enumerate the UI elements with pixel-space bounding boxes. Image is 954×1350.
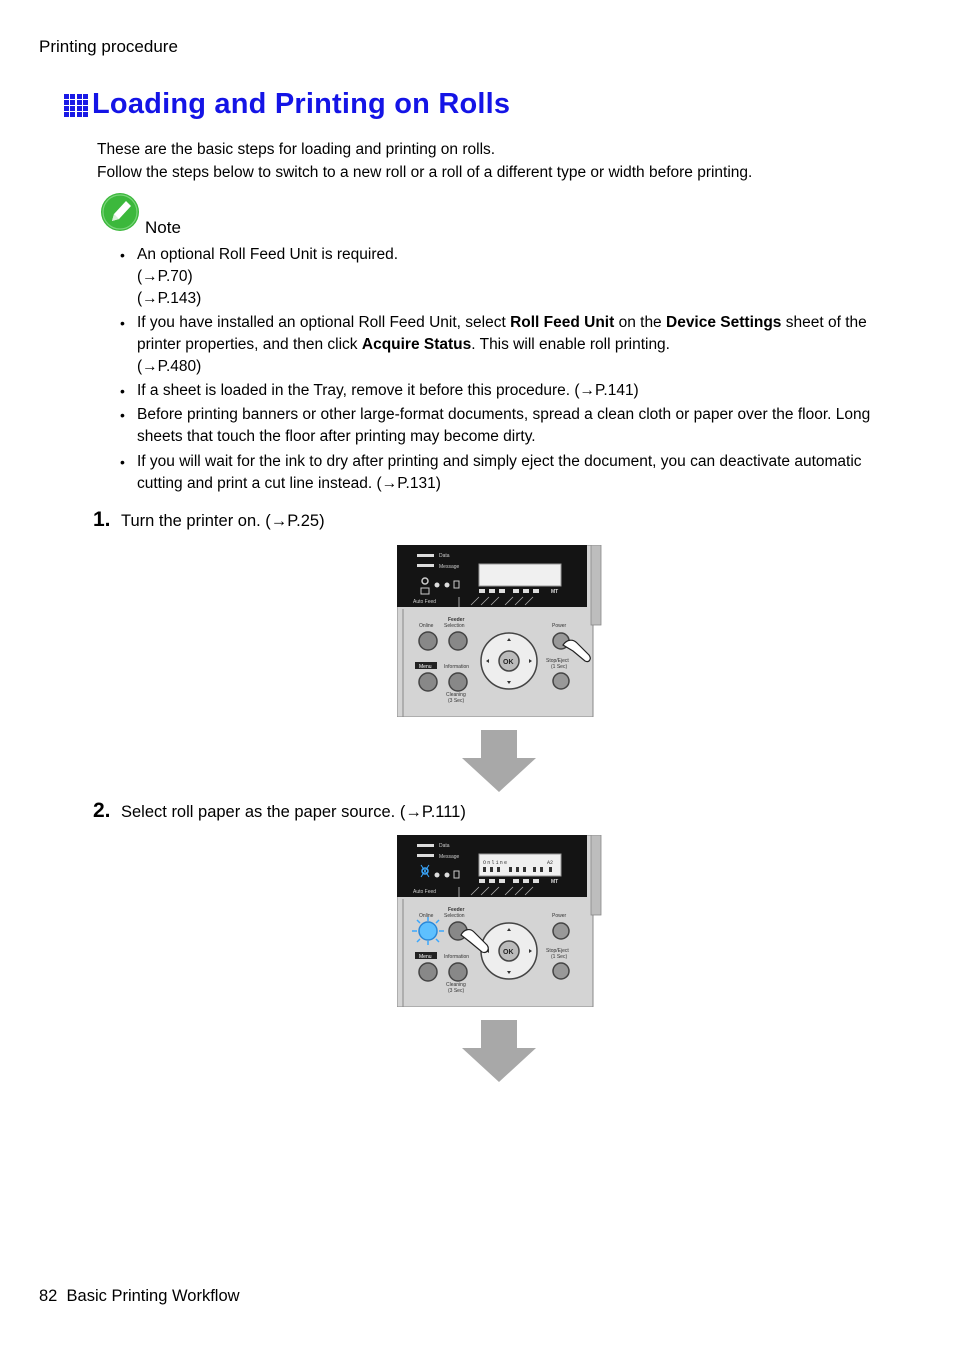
intro-text: [97, 138, 752, 184]
list-item: • If a sheet is loaded in the Tray, remove it before this procedure. (→P.141): [120, 380, 890, 402]
bullet-text: Before printing banners or other large-format documents, spread a clean cloth or paper over the floor. Long sheets that touch the floor after printing may become dirty.: [137, 406, 871, 445]
page-ref-link[interactable]: (→P.480): [137, 357, 202, 375]
auto-feed-label: Auto Feed: [413, 599, 437, 605]
bullet-text: An optional Roll Feed Unit is required.: [137, 246, 399, 263]
cleaning-label: Cleaning: [446, 692, 466, 698]
down-arrow-icon: [462, 730, 536, 792]
running-header: Printing procedure: [39, 37, 178, 56]
control-panel-illustration-2: [397, 835, 603, 1007]
lcd-status-text: Online: [483, 860, 509, 866]
power-button[interactable]: [553, 923, 569, 939]
mt-label: MT: [551, 589, 559, 595]
list-item: • Before printing banners or other large-format documents, spread a clean cloth or paper over the floor. Long sheets that touch the floor after printing may become dirty.: [120, 404, 890, 448]
menu-label: Menu: [419, 664, 432, 670]
control-panel-illustration-1: [397, 545, 603, 717]
stop-eject-duration-label: (1 Sec): [551, 664, 568, 670]
step-text: Select roll paper as the paper source. (→P.111): [121, 803, 466, 821]
note-pencil-icon: [100, 192, 140, 232]
power-label: Power: [552, 913, 567, 919]
step-number: 2.: [93, 799, 111, 822]
step-1: [93, 508, 325, 532]
list-item: • An optional Roll Feed Unit is required. (→P.70) (→P.143): [120, 244, 890, 309]
bullet-strong: Roll Feed Unit: [510, 313, 615, 331]
cleaning-duration-label: (3 Sec): [448, 698, 465, 704]
note-bullet-list: [120, 244, 890, 497]
information-label: Information: [444, 954, 470, 960]
cleaning-label: Cleaning: [446, 982, 466, 988]
bullet-text: on the: [614, 313, 666, 331]
menu-label: Menu: [419, 954, 432, 960]
stop-eject-duration-label: (1 Sec): [551, 954, 568, 960]
power-label: Power: [552, 623, 567, 629]
auto-feed-label: Auto Feed: [413, 889, 437, 895]
down-arrow-icon: [462, 1020, 536, 1082]
data-label: Data: [439, 843, 450, 849]
note-label: Note: [145, 218, 181, 237]
feeder-label: Feeder: [448, 907, 465, 913]
intro-line: These are the basic steps for loading and printing on rolls.: [97, 141, 496, 158]
information-label: Information: [444, 664, 470, 670]
step-text: Turn the printer on. (→P.25): [121, 512, 325, 530]
page-ref-link[interactable]: (→P.143): [137, 289, 202, 307]
grid-icon: [64, 94, 88, 118]
information-button[interactable]: [449, 963, 467, 981]
stop-eject-label: Stop/Eject: [546, 658, 569, 664]
step-2: [93, 799, 466, 823]
data-label: Data: [439, 553, 450, 559]
footer-section: Basic Printing Workflow: [66, 1287, 240, 1305]
online-label: Online: [419, 623, 434, 629]
stop-eject-label: Stop/Eject: [546, 948, 569, 954]
page-title: Loading and Printing on Rolls: [92, 88, 511, 120]
bullet-text: If you will wait for the ink to dry after printing and simply eject the document, you can deactivate automatic cutting and print a cut line instead. (→P.131): [137, 452, 862, 492]
information-button[interactable]: [449, 673, 467, 691]
list-item: • If you will wait for the ink to dry after printing and simply eject the document, you can deactivate automatic cutting and print a cut line instead. (→P.131): [120, 451, 890, 495]
stop-eject-button[interactable]: [553, 673, 569, 689]
bullet-text: sheet of the printer properties, and then click: [137, 313, 867, 353]
online-button[interactable]: [419, 922, 437, 940]
mt-label: MT: [551, 879, 559, 885]
page-number: 82: [39, 1287, 58, 1305]
bullet-strong: Acquire Status: [361, 335, 472, 353]
lcd-display: [479, 564, 561, 586]
feeder-label: Feeder: [448, 617, 465, 623]
menu-button[interactable]: [419, 963, 437, 981]
stop-eject-button[interactable]: [553, 963, 569, 979]
bullet-text: If a sheet is loaded in the Tray, remove it before this procedure. (→P.141): [137, 381, 639, 399]
online-button[interactable]: [419, 632, 437, 650]
ok-label: OK: [503, 659, 514, 666]
lcd-size-text: A2: [547, 860, 554, 866]
feeder-selection-button[interactable]: [449, 632, 467, 650]
message-label: Message: [439, 564, 460, 570]
selection-label: Selection: [444, 913, 465, 919]
page-ref-link[interactable]: (→P.70): [137, 268, 193, 285]
selection-label: Selection: [444, 623, 465, 629]
online-label: Online: [419, 913, 434, 919]
intro-line: Follow the steps below to switch to a new roll or a roll of a different type or width before printing.: [97, 164, 753, 181]
menu-button[interactable]: [419, 673, 437, 691]
bullet-text: If you have installed an optional Roll Feed Unit, select: [137, 313, 511, 331]
bullet-text: . This will enable roll printing.: [471, 335, 670, 353]
page-title-block: [64, 88, 510, 121]
ok-label: OK: [503, 949, 514, 956]
cleaning-duration-label: (3 Sec): [448, 988, 465, 994]
page-footer: [39, 1287, 240, 1306]
message-label: Message: [439, 854, 460, 860]
bullet-strong: Device Settings: [666, 313, 782, 331]
list-item: • If you have installed an optional Roll Feed Unit, select Roll Feed Unit on the Device Settings sheet of the printer properties, and then click Acquire Status. This will enable roll printing. (→P.480): [120, 312, 890, 378]
step-number: 1.: [93, 508, 111, 531]
